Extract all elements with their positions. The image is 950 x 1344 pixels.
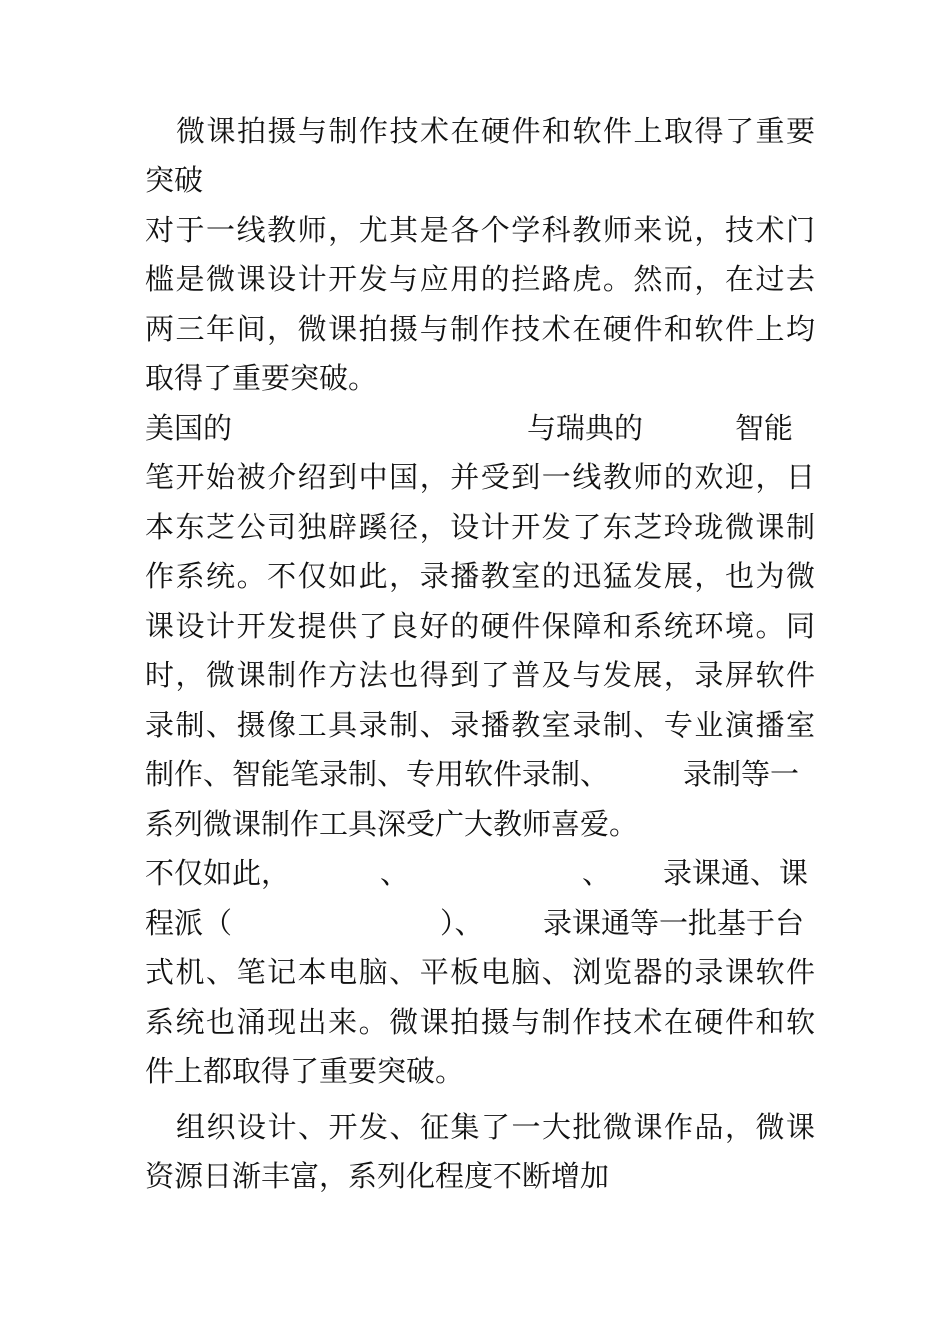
- text-segment: 录课通等一批基于台: [543, 906, 805, 940]
- section-heading-line: 突破: [145, 163, 204, 197]
- paragraph-line: 两三年间，微课拍摄与制作技术在硬件和软件上均: [145, 312, 815, 346]
- text-segment: ）、: [440, 906, 484, 940]
- paragraph-line-gapped: [145, 756, 815, 792]
- paragraph-line: 系列微课制作工具深受广大教师喜爱。: [145, 807, 639, 841]
- paragraph-line: 课设计开发提供了良好的硬件保障和系统环境。同: [145, 609, 815, 643]
- section-heading-line: 微课拍摄与制作技术在硬件和软件上取得了重要: [176, 114, 815, 148]
- paragraph-line: 笔开始被介绍到中国，并受到一线教师的欢迎，日: [145, 460, 815, 494]
- paragraph-line: 件上都取得了重要突破。: [145, 1054, 465, 1088]
- text-segment: 制作、智能笔录制、专用软件录制、: [145, 757, 610, 791]
- text-segment: 程派（: [145, 906, 233, 940]
- paragraph-line-gapped: [145, 905, 815, 941]
- text-segment: 录制等一: [683, 757, 800, 791]
- text-segment: 、: [380, 856, 410, 890]
- paragraph-line: 对于一线教师，尤其是各个学科教师来说，技术门: [145, 213, 815, 247]
- section-heading-line: 资源日渐丰富，系列化程度不断增加: [145, 1159, 610, 1193]
- paragraph-line-gapped: [145, 410, 815, 446]
- paragraph-line: 作系统。不仅如此，录播教室的迅猛发展，也为微: [145, 559, 815, 593]
- paragraph-line: 本东芝公司独辟蹊径，设计开发了东芝玲珑微课制: [145, 510, 815, 544]
- paragraph-line: 槛是微课设计开发与应用的拦路虎。然而，在过去: [145, 262, 815, 296]
- paragraph-line-gapped: [145, 855, 815, 891]
- paragraph-line: 录制、摄像工具录制、录播教室录制、专业演播室: [145, 708, 815, 742]
- paragraph-line: 时，微课制作方法也得到了普及与发展，录屏软件: [145, 658, 815, 692]
- text-segment: 、: [582, 856, 612, 890]
- text-segment: 与瑞典的: [527, 411, 644, 445]
- text-segment: 智能: [735, 411, 794, 445]
- text-segment: 美国的: [145, 411, 233, 445]
- text-segment: 录课通、课: [663, 856, 809, 890]
- paragraph-line: 取得了重要突破。: [145, 361, 378, 395]
- section-heading-line: 组织设计、开发、征集了一大批微课作品，微课: [176, 1110, 815, 1144]
- text-segment: 不仅如此，: [145, 856, 291, 890]
- paragraph-line: 式机、笔记本电脑、平板电脑、浏览器的录课软件: [145, 955, 815, 989]
- paragraph-line: 系统也涌现出来。微课拍摄与制作技术在硬件和软: [145, 1005, 815, 1039]
